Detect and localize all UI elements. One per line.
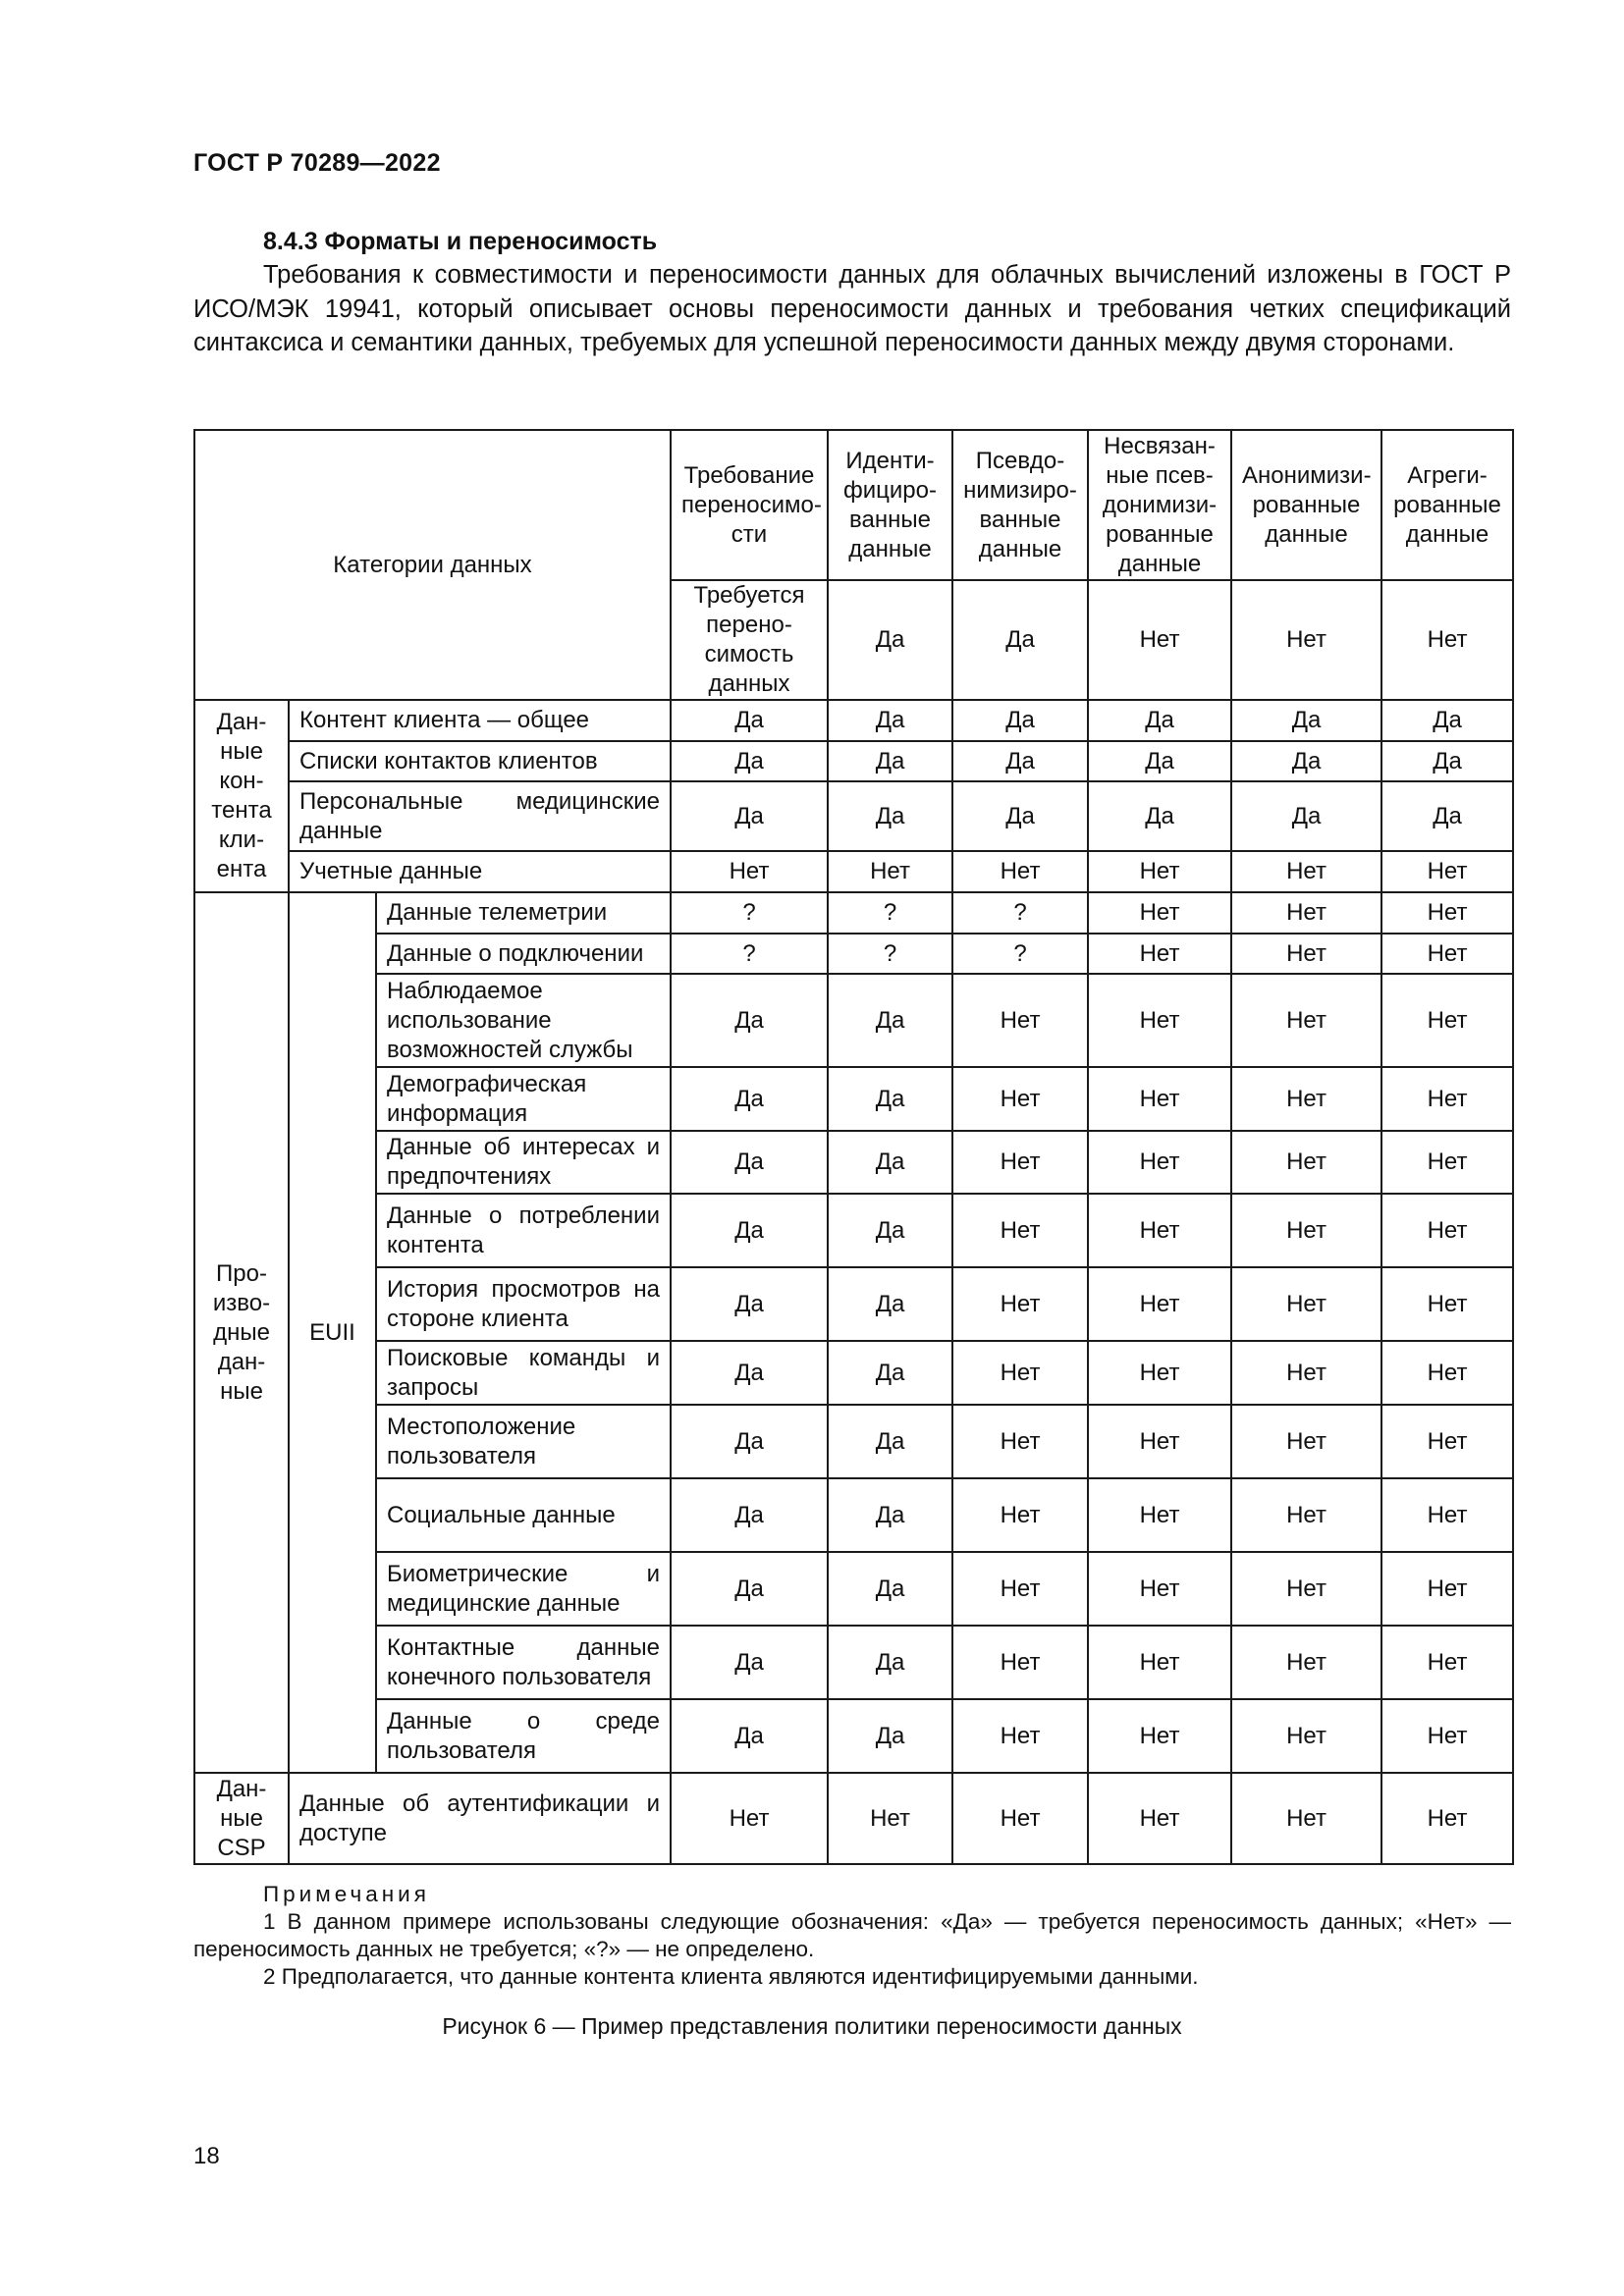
header-row-columns [194,430,1513,580]
row-label: Местоположение пользователя [376,1405,671,1478]
table-row [194,892,1513,934]
cell-value: Нет [1088,1478,1231,1552]
cell-value: Нет [671,1773,828,1864]
cell-value: Нет [1231,1341,1381,1405]
cell-value: Нет [1381,851,1513,892]
cell-value: Нет [1381,1405,1513,1478]
cell-value: Да [671,974,828,1067]
cell-value: ? [671,934,828,974]
table-row [194,1405,1513,1478]
cell-value: Да [671,700,828,741]
cell-value: Нет [1088,1131,1231,1194]
row-label: Демографическая информация [376,1067,671,1131]
cell-value: Нет [1381,1699,1513,1773]
cell-value: Нет [952,1131,1088,1194]
note-item: 2 Предполагается, что данные контента клиента являются идентифицируемыми данными. [263,1964,1199,1989]
cell-value: Да [671,1131,828,1194]
cell-value: Нет [1381,1552,1513,1626]
cell-value: Нет [1231,1478,1381,1552]
cell-value: Да [671,1552,828,1626]
column-header: Требование переносимо-сти [671,430,828,580]
cell-value: Нет [1231,1067,1381,1131]
cell-value: Да [1231,700,1381,741]
cell-value: Нет [1381,1341,1513,1405]
cell-value: ? [952,934,1088,974]
row-label: Биометрические и медицинские данные [376,1552,671,1626]
cell-value: Нет [1381,1067,1513,1131]
cell-value: Нет [952,1773,1088,1864]
cell-value: Нет [952,1194,1088,1267]
row-label: Списки контактов клиентов [289,741,671,781]
cell-value: Нет [1088,1067,1231,1131]
cell-value: ? [828,934,952,974]
cell-value: Нет [1231,1552,1381,1626]
cell-value: Да [1381,700,1513,741]
row-label: История просмотров на стороне клиента [376,1267,671,1341]
cell-value: Да [671,1267,828,1341]
cell-value: ? [671,892,828,934]
cell-value: Нет [1231,974,1381,1067]
cell-value: Нет [952,1626,1088,1699]
requirement-value: Нет [1381,580,1513,700]
cell-value: Нет [1231,1131,1381,1194]
group-csp-data: Дан-ные CSP [194,1773,289,1864]
cell-value: Да [671,1699,828,1773]
cell-value: Нет [1381,1194,1513,1267]
cell-value: Нет [1088,1267,1231,1341]
cell-value: Нет [952,1341,1088,1405]
row-label: Контактные данные конечного пользователя [376,1626,671,1699]
table-row [194,741,1513,781]
cell-value: Да [1231,781,1381,851]
cell-value: Да [828,1341,952,1405]
column-header: Агреги-рованные данные [1381,430,1513,580]
note-item: 1 В данном примере использованы следующие обозначения: «Да» — требуется переносимость данных; «Нет» — переносимость данных не требуется; «?» — не определено. [193,1909,1511,1961]
section-paragraph: Требования к совместимости и переносимости данных для облачных вычислений изложены в ГОСТ Р ИСО/МЭК 19941, который описывает основы переносимости данных и требования четких спецификаций синтаксиса и семантики данных, требуемых для успешной переносимости данных между двумя сторонами. [193,261,1511,356]
cell-value: Нет [828,851,952,892]
figure-caption: Рисунок 6 — Пример представления политики переносимости данных [442,2013,1182,2039]
cell-value: Да [828,1267,952,1341]
cell-value: Да [671,1626,828,1699]
cell-value: Нет [1231,1267,1381,1341]
cell-value: Да [1381,741,1513,781]
cell-value: Нет [1231,1773,1381,1864]
row-label: Социальные данные [376,1478,671,1552]
cell-value: ? [828,892,952,934]
group-derived-data: Про-изво-дные дан-ные [194,892,289,1773]
cell-value: Нет [1381,1267,1513,1341]
cell-value: Нет [1231,1626,1381,1699]
cell-value: Да [828,1626,952,1699]
page-number: 18 [193,2143,220,2169]
cell-value: Да [828,1131,952,1194]
notes-block [193,1881,1511,1991]
cell-value: Нет [1088,1405,1231,1478]
portability-policy-table [193,429,1514,1865]
cell-value: Нет [1088,1773,1231,1864]
cell-value: Нет [952,1267,1088,1341]
row-label: Данные о потреблении контента [376,1194,671,1267]
cell-value: Нет [1088,1194,1231,1267]
cell-value: Да [952,700,1088,741]
cell-value: Да [828,1405,952,1478]
cell-value: Нет [1088,851,1231,892]
cell-value: Нет [1088,1552,1231,1626]
table-row [194,1267,1513,1341]
group-euii: EUII [289,892,376,1773]
cell-value: Да [828,1067,952,1131]
cell-value: Нет [1381,1478,1513,1552]
cell-value: Нет [1381,1626,1513,1699]
table-row [194,1552,1513,1626]
requirement-value: Нет [1088,580,1231,700]
row-label: Данные о среде пользователя [376,1699,671,1773]
row-label: Данные о подключении [376,934,671,974]
column-header: Анонимизи-рованные данные [1231,430,1381,580]
table-row [194,700,1513,741]
cell-value: Нет [671,851,828,892]
group-client-content: Дан-ные кон-тента кли-ента [194,700,289,892]
cell-value: Да [1381,781,1513,851]
requirement-value: Да [828,580,952,700]
cell-value: Нет [828,1773,952,1864]
cell-value: ? [952,892,1088,934]
notes-title: Примечания [263,1882,430,1906]
cell-value: Нет [1231,892,1381,934]
cell-value: Да [1088,741,1231,781]
section-heading: 8.4.3 Форматы и переносимость [263,228,658,255]
row-label: Данные об интересах и предпочтениях [376,1131,671,1194]
cell-value: Нет [1381,1773,1513,1864]
cell-value: Нет [952,1405,1088,1478]
cell-value: Да [671,741,828,781]
cell-value: Нет [952,974,1088,1067]
cell-value: Нет [1231,934,1381,974]
cell-value: Да [1231,741,1381,781]
cell-value: Да [828,1699,952,1773]
cell-value: Да [828,1478,952,1552]
table-row [194,1341,1513,1405]
column-header: Иденти-фициро-ванные данные [828,430,952,580]
table-row [194,1131,1513,1194]
cell-value: Нет [1381,974,1513,1067]
row-label: Поисковые команды и запросы [376,1341,671,1405]
cell-value: Да [828,974,952,1067]
cell-value: Да [828,741,952,781]
table-row [194,1478,1513,1552]
cell-value: Нет [1088,974,1231,1067]
table-row [194,1773,1513,1864]
table-row [194,1626,1513,1699]
cell-value: Да [828,1552,952,1626]
requirement-value: Нет [1231,580,1381,700]
cell-value: Нет [1231,1405,1381,1478]
cell-value: Нет [1231,1699,1381,1773]
cell-value: Нет [1381,892,1513,934]
table-row [194,934,1513,974]
cell-value: Нет [1088,934,1231,974]
row-label: Учетные данные [289,851,671,892]
table-row [194,974,1513,1067]
cell-value: Нет [952,1478,1088,1552]
table-row [194,1194,1513,1267]
cell-value: Нет [1381,934,1513,974]
cell-value: Да [828,781,952,851]
table-row [194,1067,1513,1131]
cell-value: Нет [1088,1341,1231,1405]
requirement-value: Да [952,580,1088,700]
row-label: Контент клиента — общее [289,700,671,741]
cell-value: Да [952,741,1088,781]
row-label: Наблюдаемое использование возможностей службы [376,974,671,1067]
cell-value: Нет [1088,1699,1231,1773]
cell-value: Нет [952,851,1088,892]
cell-value: Да [1088,781,1231,851]
cell-value: Нет [1231,1194,1381,1267]
cell-value: Нет [952,1699,1088,1773]
cell-value: Да [671,1341,828,1405]
cell-value: Да [952,781,1088,851]
cell-value: Да [1088,700,1231,741]
cell-value: Да [671,1067,828,1131]
cell-value: Нет [1088,1626,1231,1699]
cell-value: Нет [952,1552,1088,1626]
row-label: Данные об аутентификации и доступе [289,1773,671,1864]
document-code: ГОСТ Р 70289—2022 [193,149,441,177]
table-row [194,781,1513,851]
table-row [194,1699,1513,1773]
cell-value: Нет [952,1067,1088,1131]
requirement-label: Требуется перено-симость данных [671,580,828,700]
row-label: Данные телеметрии [376,892,671,934]
cell-value: Нет [1231,851,1381,892]
corner-header: Категории данных [194,430,671,700]
cell-value: Да [671,781,828,851]
cell-value: Да [671,1405,828,1478]
cell-value: Нет [1088,892,1231,934]
column-header: Псевдо-нимизиро-ванные данные [952,430,1088,580]
column-header: Несвязан-ные псев-донимизи-рованные данные [1088,430,1231,580]
cell-value: Нет [1381,1131,1513,1194]
table-row [194,851,1513,892]
cell-value: Да [828,700,952,741]
cell-value: Да [671,1478,828,1552]
cell-value: Да [671,1194,828,1267]
row-label: Персональные медицинские данные [289,781,671,851]
cell-value: Да [828,1194,952,1267]
